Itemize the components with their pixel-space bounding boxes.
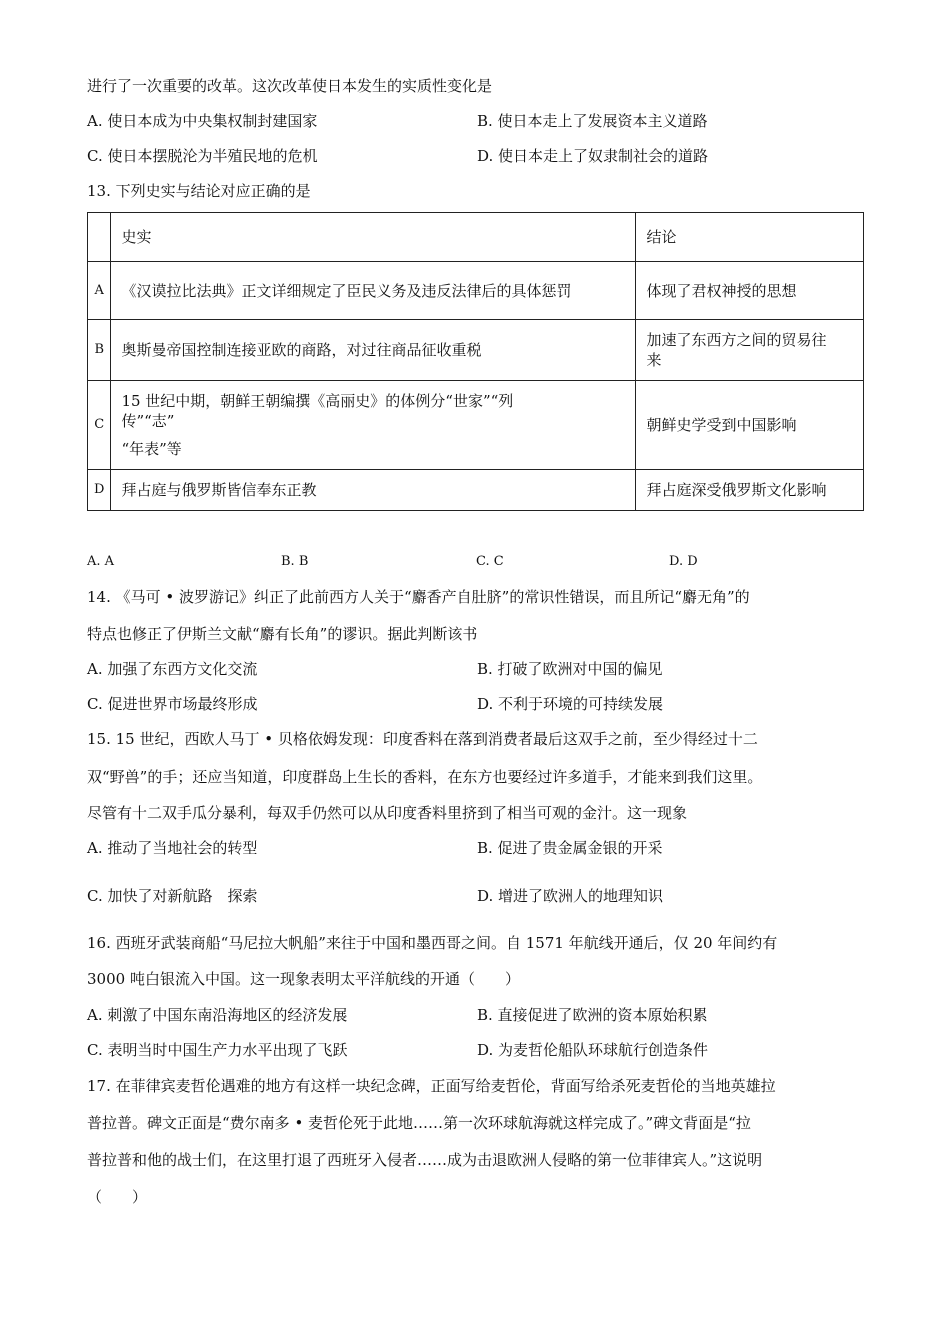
q14-stem-line: 14. 《马可 • 波罗游记》纠正了此前西方人关于“麝香产自肚脐”的常识性错误，而且所记“麝无角”的 bbox=[87, 588, 750, 606]
q12-option-d[interactable]: D. 使日本走上了奴隶制社会的道路 bbox=[477, 147, 709, 165]
table-row bbox=[88, 381, 864, 470]
q15-option-c[interactable]: C. 加快了对新航路 探索 bbox=[87, 887, 258, 905]
q14-option-d[interactable]: D. 不利于环境的可持续发展 bbox=[477, 695, 664, 713]
q15-stem-line: 双“野兽”的手；还应当知道，印度群岛上生长的香料，在东方也要经过许多道手，才能来到我们这里。 bbox=[87, 768, 763, 786]
row-fact bbox=[111, 381, 636, 470]
header-letter-cell bbox=[88, 213, 111, 262]
q15-option-b[interactable]: B. 促进了贵金属金银的开采 bbox=[477, 839, 663, 857]
row-letter: D bbox=[88, 470, 111, 511]
row-letter: A bbox=[88, 262, 111, 320]
q15-stem-line: 尽管有十二双手瓜分暴利，每双手仍然可以从印度香料里挤到了相当可观的金汁。这一现象 bbox=[87, 804, 688, 822]
row-conclusion-line: 来 bbox=[646, 351, 662, 369]
q16-stem-line: 16. 西班牙武装商船“马尼拉大帆船”来往于中国和墨西哥之间。自 1571 年航线开通后，仅 20 年间约有 bbox=[87, 934, 778, 952]
q16-option-d[interactable]: D. 为麦哲伦船队环球航行创造条件 bbox=[477, 1041, 709, 1059]
row-fact-line: “年表”等 bbox=[121, 440, 182, 458]
row-fact: 拜占庭与俄罗斯皆信奉东正教 bbox=[111, 470, 636, 511]
row-fact: 奥斯曼帝国控制连接亚欧的商路，对过往商品征收重税 bbox=[111, 320, 636, 381]
q15-option-a[interactable]: A. 推动了当地社会的转型 bbox=[87, 839, 258, 857]
q14-option-c[interactable]: C. 促进世界市场最终形成 bbox=[87, 695, 258, 713]
q12-option-c[interactable]: C. 使日本摆脱沦为半殖民地的危机 bbox=[87, 147, 318, 165]
q17-stem-line: 17. 在菲律宾麦哲伦遇难的地方有这样一块纪念碑，正面写给麦哲伦，背面写给杀死麦哲伦的当地英雄拉 bbox=[87, 1077, 776, 1095]
q13-option-a[interactable]: A. A bbox=[87, 554, 115, 569]
row-conclusion bbox=[636, 320, 864, 381]
row-conclusion: 朝鲜史学受到中国影响 bbox=[636, 381, 864, 470]
q13-table bbox=[87, 212, 864, 511]
q12-stem-continuation: 进行了一次重要的改革。这次改革使日本发生的实质性变化是 bbox=[87, 77, 493, 95]
q14-option-a[interactable]: A. 加强了东西方文化交流 bbox=[87, 660, 258, 678]
row-conclusion-line: 加速了东西方之间的贸易往 bbox=[646, 331, 827, 349]
row-fact-line: 15 世纪中期，朝鲜王朝编撰《高丽史》的体例分“世家”“列 bbox=[121, 392, 514, 410]
q14-option-b[interactable]: B. 打破了欧洲对中国的偏见 bbox=[477, 660, 663, 678]
row-conclusion: 拜占庭深受俄罗斯文化影响 bbox=[636, 470, 864, 511]
q13-option-b[interactable]: B. B bbox=[281, 554, 309, 569]
header-conclusion: 结论 bbox=[636, 213, 864, 262]
q16-option-a[interactable]: A. 刺激了中国东南沿海地区的经济发展 bbox=[87, 1006, 348, 1024]
q16-option-b[interactable]: B. 直接促进了欧洲的资本原始积累 bbox=[477, 1006, 708, 1024]
q15-stem-line: 15. 15 世纪，西欧人马丁 • 贝格依姆发现：印度香料在落到消费者最后这双手之前，至少得经过十二 bbox=[87, 730, 758, 748]
q15-option-d[interactable]: D. 增进了欧洲人的地理知识 bbox=[477, 887, 664, 905]
row-letter: B bbox=[88, 320, 111, 381]
table-row bbox=[88, 262, 864, 320]
table-row bbox=[88, 470, 864, 511]
q14-stem-line: 特点也修正了伊斯兰文献“麝有长角”的谬识。据此判断该书 bbox=[87, 625, 478, 643]
q16-stem-line: 3000 吨白银流入中国。这一现象表明太平洋航线的开通（ ） bbox=[87, 970, 520, 988]
q13-option-d[interactable]: D. D bbox=[669, 554, 698, 569]
q12-option-b[interactable]: B. 使日本走上了发展资本主义道路 bbox=[477, 112, 708, 130]
row-fact: 《汉谟拉比法典》正文详细规定了臣民义务及违反法律后的具体惩罚 bbox=[111, 262, 636, 320]
row-fact-line: 传”“志” bbox=[121, 412, 175, 430]
q17-stem-line: 普拉普。碑文正面是“费尔南多 • 麦哲伦死于此地……第一次环球航海就这样完成了。”碑文背面是“拉 bbox=[87, 1114, 751, 1132]
header-fact: 史实 bbox=[111, 213, 636, 262]
q17-answer-blank: （ ） bbox=[87, 1188, 148, 1206]
row-letter: C bbox=[88, 381, 111, 470]
q16-option-c[interactable]: C. 表明当时中国生产力水平出现了飞跃 bbox=[87, 1041, 348, 1059]
q12-option-a[interactable]: A. 使日本成为中央集权制封建国家 bbox=[87, 112, 318, 130]
table-row bbox=[88, 320, 864, 381]
table-header-row bbox=[88, 213, 864, 262]
q13-stem: 13. 下列史实与结论对应正确的是 bbox=[87, 182, 311, 200]
q17-stem-line: 普拉普和他的战士们，在这里打退了西班牙入侵者……成为击退欧洲人侵略的第一位菲律宾人。”这说明 bbox=[87, 1151, 763, 1169]
q13-option-c[interactable]: C. C bbox=[476, 554, 504, 569]
row-conclusion: 体现了君权神授的思想 bbox=[636, 262, 864, 320]
